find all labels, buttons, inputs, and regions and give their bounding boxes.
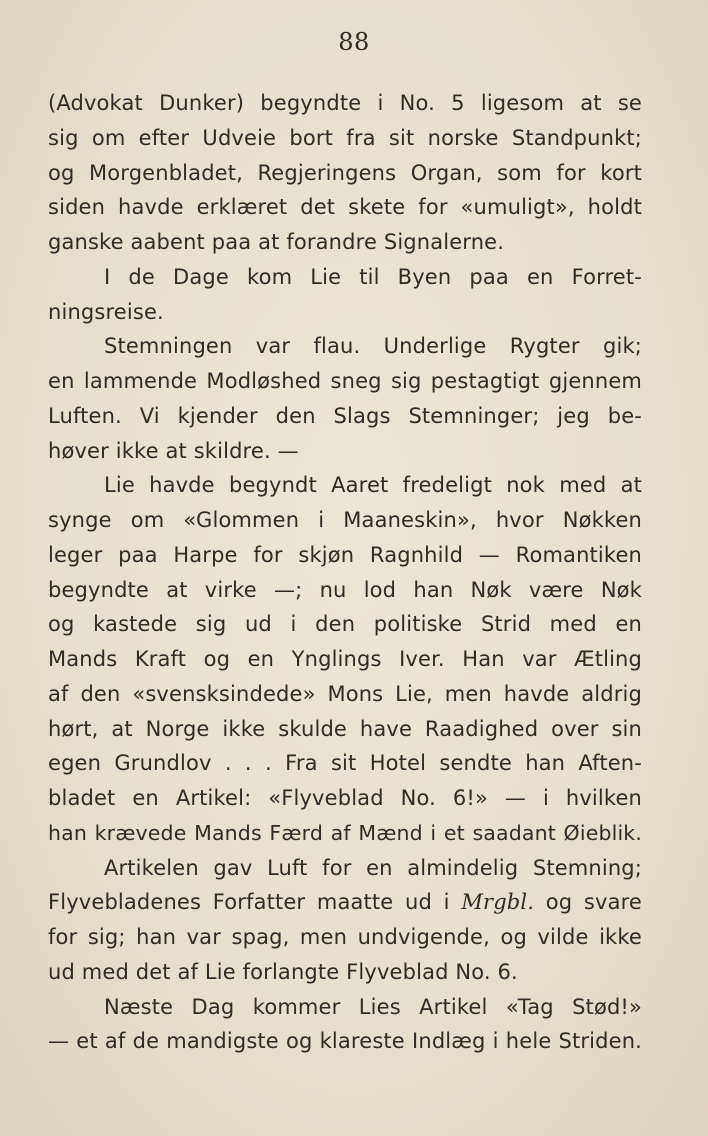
text-line: og Morgenbladet, Regjeringens Organ, som for kort xyxy=(48,160,642,185)
text-line: sig om efter Udveie bort fra sit norske Standpunkt; xyxy=(48,125,642,150)
page-number: 88 xyxy=(338,28,370,56)
text-line: han krævede Mands Færd af Mænd i et saadant Øieblik. xyxy=(48,820,642,845)
text-line: hørt, at Norge ikke skulde have Raadighed over sin xyxy=(48,716,642,741)
text-line: en lammende Modløshed sneg sig pestagtigt gjennem xyxy=(48,369,642,393)
text-line: af den «svensksindede» Mons Lie, men havde aldrig xyxy=(48,681,642,706)
text-line: bladet en Artikel: «Flyveblad No. 6!» — i hvilken xyxy=(48,786,642,810)
text-line: og kastede sig ud i den politiske Strid med en xyxy=(48,612,642,637)
text-line: begyndte at virke —; nu lod han Nøk være Nøk xyxy=(48,577,642,602)
text-line: Flyvebladenes Forfatter maatte ud i Mrgbl. og svare xyxy=(48,890,642,915)
text-line: ud med det af Lie forlangte Flyveblad No. 6. xyxy=(48,959,518,984)
text-line: leger paa Harpe for skjøn Ragnhild — Romantiken xyxy=(48,542,642,567)
italic-abbreviation: Mrgbl. xyxy=(461,890,535,915)
text-line: (Advokat Dunker) begyndte i No. 5 ligesom at se xyxy=(48,91,642,115)
text-line: ningsreise. xyxy=(48,299,164,324)
text-line: høver ikke at skildre. — xyxy=(48,438,299,463)
text-line: I de Dage kom Lie til Byen paa en Forret- xyxy=(104,264,642,289)
text-line: siden havde erklæret det skete for «umuligt», holdt xyxy=(48,195,642,220)
text-line: Stemningen var flau. Underlige Rygter gik; xyxy=(104,334,642,359)
text-line: egen Grundlov . . . Fra sit Hotel sendte han Aften- xyxy=(48,751,642,776)
text-line: Artikelen gav Luft for en almindelig Stemning; xyxy=(104,855,642,880)
text-line: — et af de mandigste og klareste Indlæg i hele Striden. xyxy=(48,1029,642,1054)
text-line: Lie havde begyndt Aaret fredeligt nok med at xyxy=(104,473,642,498)
body-text xyxy=(48,86,642,1059)
text-line: Næste Dag kommer Lies Artikel «Tag Stød!» xyxy=(104,994,642,1019)
text-line: for sig; han var spag, men undvigende, og vilde ikke xyxy=(48,925,642,949)
text-line: Luften. Vi kjender den Slags Stemninger; jeg be- xyxy=(48,403,642,428)
text-line: synge om «Glommen i Maaneskin», hvor Nøkken xyxy=(48,508,642,532)
text-line: Mands Kraft og en Ynglings Iver. Han var Ætling xyxy=(48,647,642,671)
text-line: ganske aabent paa at forandre Signalerne. xyxy=(48,230,505,254)
